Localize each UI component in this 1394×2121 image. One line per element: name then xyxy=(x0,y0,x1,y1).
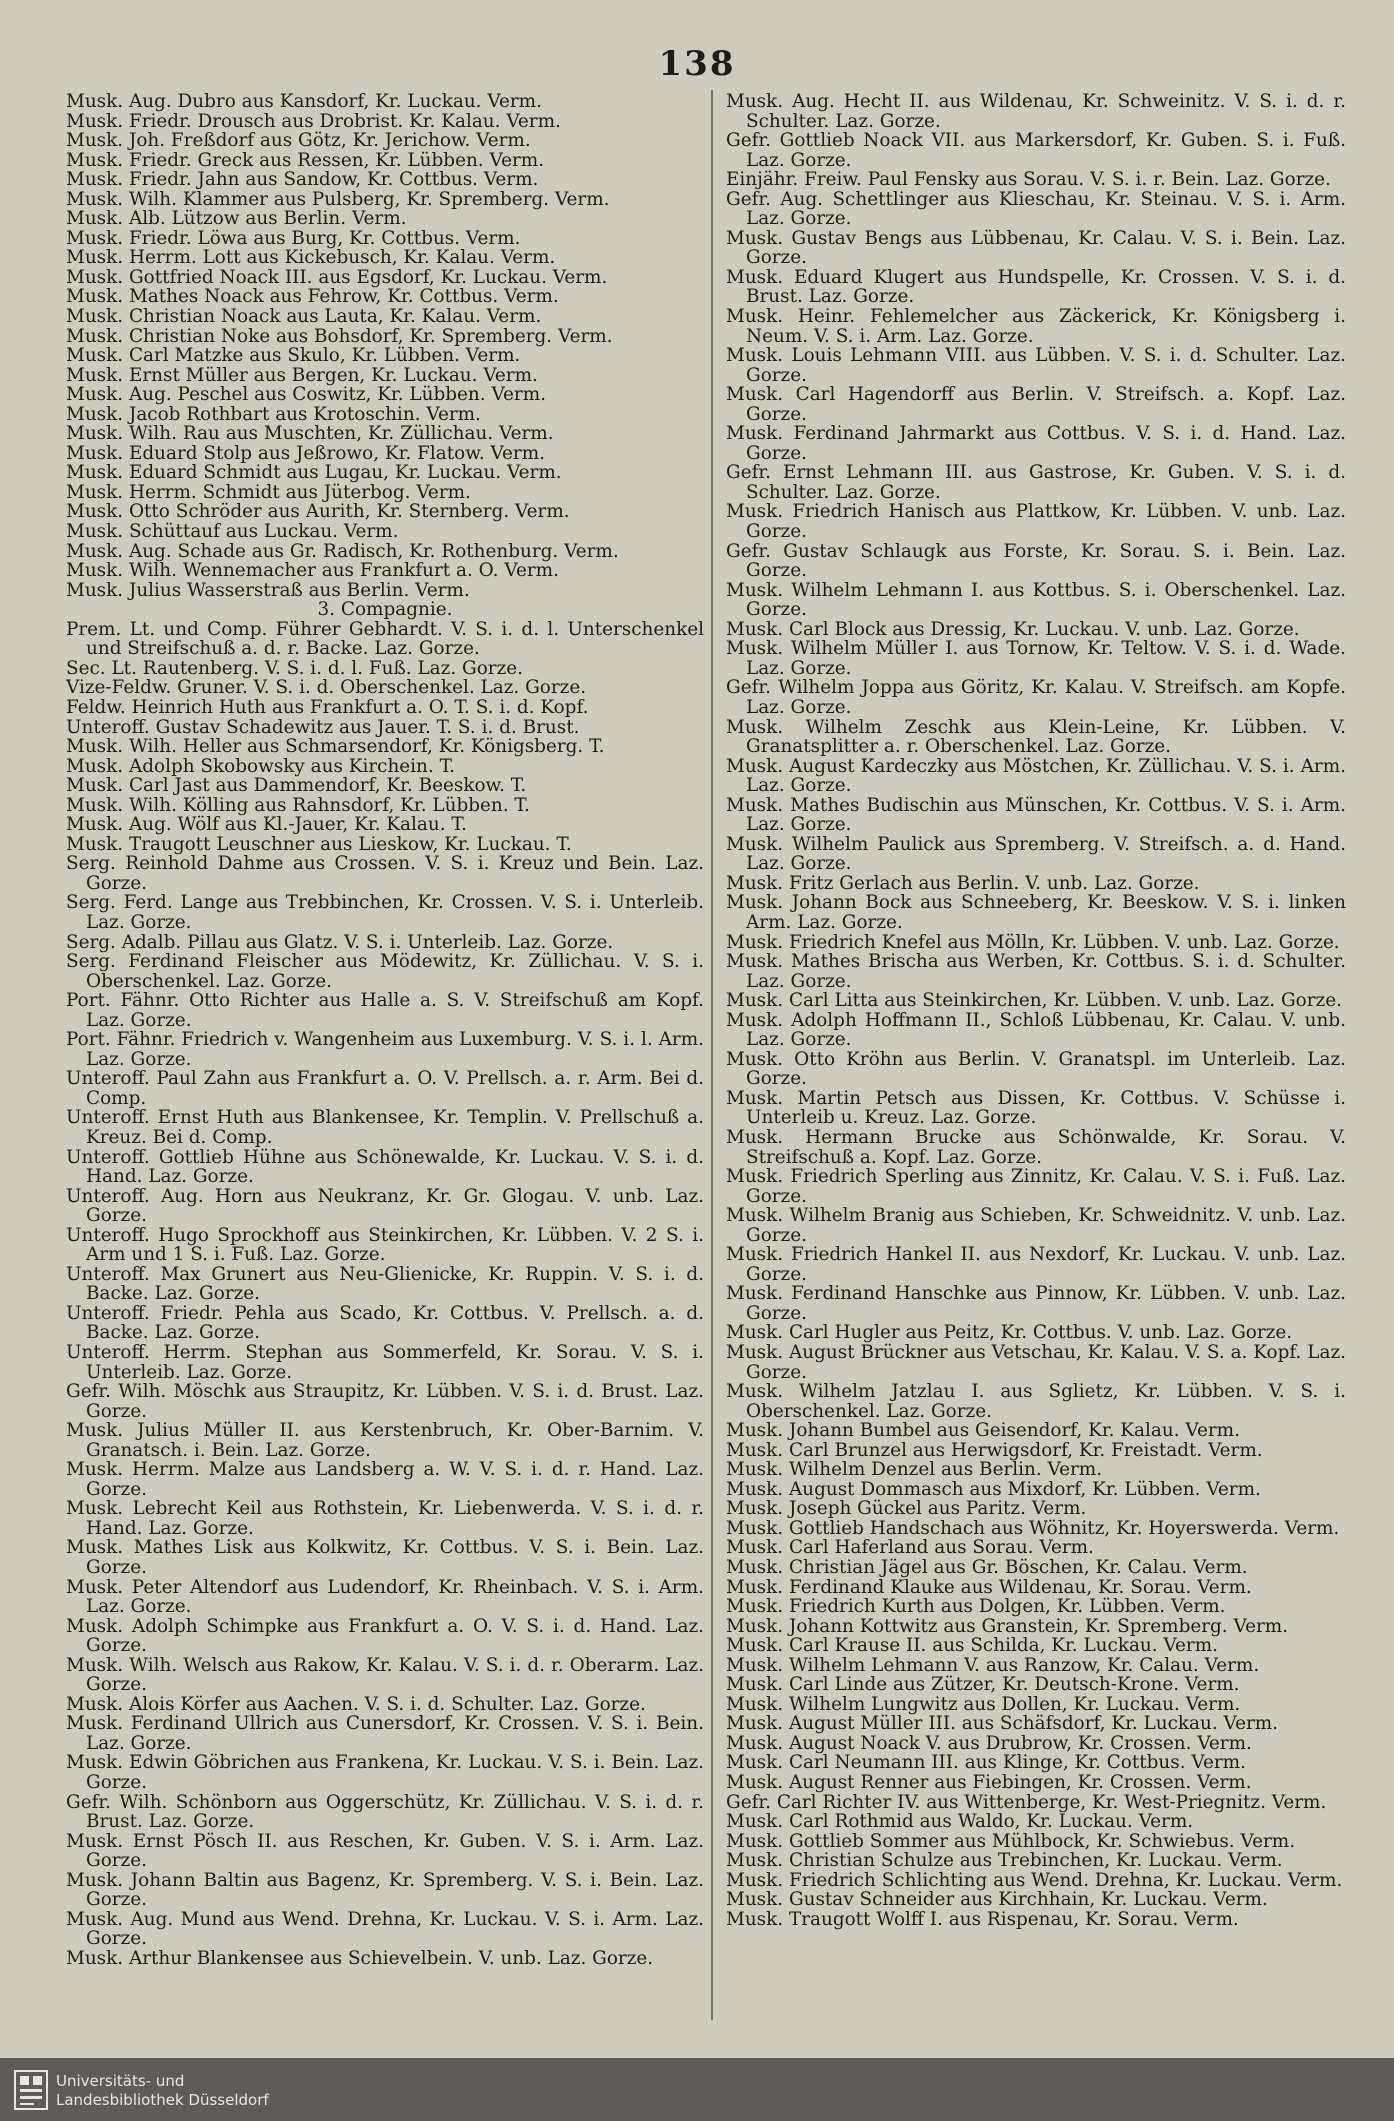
casualty-entry: Prem. Lt. und Comp. Führer Gebhardt. V. S. i. d. l. Unterschenkel und Streifschuß a. d. r. Backe. Laz. Gorze. xyxy=(66,618,704,660)
casualty-entry: Musk. Eduard Klugert aus Hundspelle, Kr. Crossen. V. S. i. d. Brust. Laz. Gorze. xyxy=(726,266,1346,308)
casualty-entry: Musk. Joh. Freßdorf aus Götz, Kr. Jerichow. Verm. xyxy=(66,130,531,152)
column-divider xyxy=(711,90,713,2020)
casualty-entry: Musk. Wilhelm Lehmann I. aus Kottbus. S. i. Oberschenkel. Laz. Gorze. xyxy=(726,579,1346,621)
casualty-entry: Musk. Aug. Peschel aus Coswitz, Kr. Lübben. Verm. xyxy=(66,384,547,406)
library-name xyxy=(56,2072,269,2110)
casualty-entry: Musk. Ferdinand Hanschke aus Pinnow, Kr. Lübben. V. unb. Laz. Gorze. xyxy=(726,1283,1346,1324)
casualty-entry: Musk. Ernst Müller aus Bergen, Kr. Luckau. Verm. xyxy=(66,364,538,386)
casualty-entry: Musk. Wilh. Heller aus Schmarsendorf, Kr. Königsberg. T. xyxy=(66,736,605,758)
casualty-entry: Musk. Julius Wasserstraß aus Berlin. Verm. xyxy=(66,579,470,601)
casualty-entry: Musk. Wilh. Welsch aus Rakow, Kr. Kalau. V. S. i. d. r. Oberarm. Laz. Gorze. xyxy=(66,1654,704,1696)
library-logo-icon xyxy=(14,2070,48,2110)
library-footer xyxy=(0,2058,1394,2121)
casualty-entry: Musk. Wilhelm Lehmann V. aus Ranzow, Kr. Calau. Verm. xyxy=(726,1654,1260,1676)
page-number: 138 xyxy=(658,44,736,84)
casualty-entry: Musk. Aug. Wölf aus Kl.-Jauer, Kr. Kalau. T. xyxy=(66,814,467,836)
casualty-entry: Musk. Carl Brunzel aus Herwigsdorf, Kr. Freistadt. Verm. xyxy=(726,1439,1263,1461)
casualty-entry: Gefr. Gottlieb Noack VII. aus Markersdorf, Kr. Guben. S. i. Fuß. Laz. Gorze. xyxy=(726,130,1346,171)
casualty-entry: Unteroff. Max Grunert aus Neu-Glienicke, Kr. Ruppin. V. S. i. d. Backe. Laz. Gorze. xyxy=(66,1263,704,1305)
casualty-entry: Unteroff. Herrm. Stephan aus Sommerfeld, Kr. Sorau. V. S. i. Unterleib. Laz. Gorze. xyxy=(66,1342,704,1383)
casualty-entry: Musk. Mathes Noack aus Fehrow, Kr. Cottbus. Verm. xyxy=(66,286,559,308)
casualty-entry: Musk. Otto Schröder aus Aurith, Kr. Sternberg. Verm. xyxy=(66,501,570,523)
casualty-entry: Musk. Traugott Leuschner aus Lieskow, Kr. Luckau. T. xyxy=(66,833,572,855)
casualty-entry: Musk. Adolph Schimpke aus Frankfurt a. O. V. S. i. d. Hand. Laz. Gorze. xyxy=(66,1615,704,1657)
casualty-entry: Musk. Carl Matzke aus Skulo, Kr. Lübben. Verm. xyxy=(66,345,521,367)
casualty-entry: Musk. Eduard Schmidt aus Lugau, Kr. Luckau. Verm. xyxy=(66,462,562,484)
casualty-entry: Sec. Lt. Rautenberg. V. S. i. d. l. Fuß. Laz. Gorze. xyxy=(66,657,523,679)
casualty-entry: Musk. Heinr. Fehlemelcher aus Zäckerick, Kr. Königsberg i. Neum. V. S. i. Arm. Laz. Gorze. xyxy=(726,306,1346,347)
casualty-entry: Musk. Christian Jägel aus Gr. Böschen, Kr. Calau. Verm. xyxy=(726,1557,1248,1579)
casualty-entry: Musk. Gustav Bengs aus Lübbenau, Kr. Calau. V. S. i. Bein. Laz. Gorze. xyxy=(726,227,1346,269)
casualty-entry: Musk. Wilhelm Paulick aus Spremberg. V. Streifsch. a. d. Hand. Laz. Gorze. xyxy=(726,833,1346,875)
casualty-entry: Musk. Arthur Blankensee aus Schievelbein. V. unb. Laz. Gorze. xyxy=(66,1947,654,1969)
casualty-entry: Musk. Aug. Mund aus Wend. Drehna, Kr. Luckau. V. S. i. Arm. Laz. Gorze. xyxy=(66,1908,704,1950)
casualty-entry: Serg. Ferd. Lange aus Trebbinchen, Kr. Crossen. V. S. i. Unterleib. Laz. Gorze. xyxy=(66,892,704,933)
casualty-entry: Gefr. Wilhelm Joppa aus Göritz, Kr. Kalau. V. Streifsch. am Kopfe. Laz. Gorze. xyxy=(726,677,1346,718)
casualty-entry: Einjähr. Freiw. Paul Fensky aus Sorau. V. S. i. r. Bein. Laz. Gorze. xyxy=(726,169,1331,191)
casualty-entry: Musk. Friedrich Knefel aus Mölln, Kr. Lübben. V. unb. Laz. Gorze. xyxy=(726,931,1340,953)
casualty-entry: Musk. Ernst Pösch II. aus Reschen, Kr. Guben. V. S. i. Arm. Laz. Gorze. xyxy=(66,1830,704,1872)
casualty-entry: Musk. Gottlieb Sommer aus Mühlbock, Kr. Schwiebus. Verm. xyxy=(726,1830,1296,1852)
casualty-entry: Serg. Adalb. Pillau aus Glatz. V. S. i. Unterleib. Laz. Gorze. xyxy=(66,931,614,953)
casualty-entry: Musk. Friedrich Schlichting aus Wend. Drehna, Kr. Luckau. Verm. xyxy=(726,1869,1343,1891)
casualty-entry: Vize-Feldw. Gruner. V. S. i. d. Oberschenkel. Laz. Gorze. xyxy=(66,677,587,699)
casualty-entry: Musk. Johann Bumbel aus Geisendorf, Kr. Kalau. Verm. xyxy=(726,1420,1240,1442)
casualty-entry: Musk. Johann Bock aus Schneeberg, Kr. Beeskow. V. S. i. linken Arm. Laz. Gorze. xyxy=(726,892,1346,933)
casualty-entry: Feldw. Heinrich Huth aus Frankfurt a. O. T. S. i. d. Kopf. xyxy=(66,696,589,718)
casualty-entry: Musk. Wilh. Kölling aus Rahnsdorf, Kr. Lübben. T. xyxy=(66,794,530,816)
casualty-entry: Musk. Ferdinand Klauke aus Wildenau, Kr. Sorau. Verm. xyxy=(726,1576,1252,1598)
casualty-entry: Musk. Wilhelm Zeschk aus Klein-Leine, Kr. Lübben. V. Granatsplitter a. r. Oberschenkel. Laz. Gorze. xyxy=(726,716,1346,758)
casualty-entry: Musk. Friedrich Sperling aus Zinnitz, Kr. Calau. V. S. i. Fuß. Laz. Gorze. xyxy=(726,1166,1346,1207)
casualty-entry: Musk. Wilhelm Jatzlau I. aus Sglietz, Kr. Lübben. V. S. i. Oberschenkel. Laz. Gorze. xyxy=(726,1381,1346,1422)
casualty-entry: Musk. Adolph Skobowsky aus Kirchein. T. xyxy=(66,755,455,777)
casualty-entry: Musk. Johann Kottwitz aus Granstein, Kr. Spremberg. Verm. xyxy=(726,1615,1289,1637)
casualty-entry: Musk. August Brückner aus Vetschau, Kr. Kalau. V. S. a. Kopf. Laz. Gorze. xyxy=(726,1342,1346,1383)
casualty-entry: Gefr. Gustav Schlaugk aus Forste, Kr. Sorau. S. i. Bein. Laz. Gorze. xyxy=(726,540,1346,582)
casualty-entry: Musk. Wilh. Rau aus Muschten, Kr. Züllichau. Verm. xyxy=(66,423,554,445)
casualty-entry: Musk. Gottfried Noack III. aus Egsdorf, Kr. Luckau. Verm. xyxy=(66,266,608,288)
casualty-entry: Musk. Otto Kröhn aus Berlin. V. Granatspl. im Unterleib. Laz. Gorze. xyxy=(726,1048,1346,1090)
casualty-entry: Musk. August Müller III. aus Schäfsdorf, Kr. Luckau. Verm. xyxy=(726,1713,1279,1735)
casualty-entry: Musk. Friedrich Hanisch aus Plattkow, Kr. Lübben. V. unb. Laz. Gorze. xyxy=(726,501,1346,543)
casualty-entry: Musk. Carl Block aus Dressig, Kr. Luckau. V. unb. Laz. Gorze. xyxy=(726,618,1300,640)
casualty-entry: Musk. Friedr. Jahn aus Sandow, Kr. Cottbus. Verm. xyxy=(66,169,539,191)
casualty-entry: Musk. Martin Petsch aus Dissen, Kr. Cottbus. V. Schüsse i. Unterleib u. Kreuz. Laz. Gorze. xyxy=(726,1087,1346,1129)
casualty-entry: Serg. Ferdinand Fleischer aus Mödewitz, Kr. Züllichau. V. S. i. Oberschenkel. Laz. Gorze. xyxy=(66,951,704,992)
casualty-entry: Musk. Peter Altendorf aus Ludendorf, Kr. Rheinbach. V. S. i. Arm. Laz. Gorze. xyxy=(66,1576,704,1618)
casualty-entry: Musk. August Kardeczky aus Möstchen, Kr. Züllichau. V. S. i. Arm. Laz. Gorze. xyxy=(726,755,1346,797)
casualty-entry: Musk. August Dommasch aus Mixdorf, Kr. Lübben. Verm. xyxy=(726,1478,1261,1500)
casualty-entry: Musk. Friedrich Hankel II. aus Nexdorf, Kr. Luckau. V. unb. Laz. Gorze. xyxy=(726,1244,1346,1285)
casualty-entry: Musk. Carl Neumann III. aus Klinge, Kr. Cottbus. Verm. xyxy=(726,1752,1246,1774)
casualty-entry: Musk. Friedrich Kurth aus Dolgen, Kr. Lübben. Verm. xyxy=(726,1596,1226,1618)
casualty-entry: Musk. Johann Baltin aus Bagenz, Kr. Spremberg. V. S. i. Bein. Laz. Gorze. xyxy=(66,1869,704,1911)
casualty-entry: Musk. Alois Körfer aus Aachen. V. S. i. d. Schulter. Laz. Gorze. xyxy=(66,1693,646,1715)
casualty-entry: Serg. Reinhold Dahme aus Crossen. V. S. i. Kreuz und Bein. Laz. Gorze. xyxy=(66,853,704,894)
casualty-entry: Port. Fähnr. Otto Richter aus Halle a. S. V. Streifschuß am Kopf. Laz. Gorze. xyxy=(66,990,704,1031)
casualty-entry: Unteroff. Aug. Horn aus Neukranz, Kr. Gr. Glogau. V. unb. Laz. Gorze. xyxy=(66,1185,704,1227)
casualty-entry: Musk. Wilhelm Lungwitz aus Dollen, Kr. Luckau. Verm. xyxy=(726,1693,1241,1715)
casualty-entry: Musk. Carl Linde aus Zützer, Kr. Deutsch-Krone. Verm. xyxy=(726,1674,1240,1696)
casualty-entry: Musk. Alb. Lützow aus Berlin. Verm. xyxy=(66,208,407,230)
section-heading: 3. Compagnie. xyxy=(317,599,453,621)
casualty-entry: Musk. Friedr. Drousch aus Drobrist. Kr. Kalau. Verm. xyxy=(66,110,561,132)
casualty-entry: Musk. Schüttauf aus Luckau. Verm. xyxy=(66,521,399,543)
casualty-entry: Musk. Eduard Stolp aus Jeßrowo, Kr. Flatow. Verm. xyxy=(66,442,545,464)
casualty-entry: Unteroff. Gustav Schadewitz aus Jauer. T. S. i. d. Brust. xyxy=(66,716,580,738)
casualty-entry: Musk. Herrm. Lott aus Kickebusch, Kr. Kalau. Verm. xyxy=(66,247,556,269)
casualty-entry: Unteroff. Gottlieb Hühne aus Schönewalde, Kr. Luckau. V. S. i. d. Hand. Laz. Gorze. xyxy=(66,1146,704,1188)
casualty-entry: Musk. Fritz Gerlach aus Berlin. V. unb. Laz. Gorze. xyxy=(726,872,1200,894)
casualty-entry: Musk. Louis Lehmann VIII. aus Lübben. V. S. i. d. Schulter. Laz. Gorze. xyxy=(726,345,1346,386)
casualty-entry: Musk. Aug. Dubro aus Kansdorf, Kr. Luckau. Verm. xyxy=(66,91,542,112)
right-column xyxy=(726,92,1346,2012)
casualty-entry: Musk. Hermann Brucke aus Schönwalde, Kr. Sorau. V. Streifschuß a. Kopf. Laz. Gorze. xyxy=(726,1126,1346,1168)
casualty-entry: Musk. Carl Krause II. aus Schilda, Kr. Luckau. Verm. xyxy=(726,1635,1219,1657)
casualty-entry: Musk. Carl Haferland aus Sorau. Verm. xyxy=(726,1537,1094,1559)
casualty-entry: Musk. Friedr. Greck aus Ressen, Kr. Lübben. Verm. xyxy=(66,149,545,171)
casualty-entry: Musk. Joseph Gückel aus Paritz. Verm. xyxy=(726,1498,1087,1520)
casualty-entry: Musk. Lebrecht Keil aus Rothstein, Kr. Liebenwerda. V. S. i. d. r. Hand. Laz. Gorze. xyxy=(66,1498,704,1539)
casualty-entry: Unteroff. Hugo Sprockhoff aus Steinkirchen, Kr. Lübben. V. 2 S. i. Arm und 1 S. i. Fuß. Laz. Gorze. xyxy=(66,1224,704,1266)
casualty-entry: Musk. Herrm. Malze aus Landsberg a. W. V. S. i. d. r. Hand. Laz. Gorze. xyxy=(66,1459,704,1500)
library-name-line-2: Landesbibliothek Düsseldorf xyxy=(56,2091,269,2109)
casualty-entry: Musk. Aug. Schade aus Gr. Radisch, Kr. Rothenburg. Verm. xyxy=(66,540,619,562)
casualty-entry: Unteroff. Paul Zahn aus Frankfurt a. O. V. Prellsch. a. r. Arm. Bei d. Comp. xyxy=(66,1068,704,1109)
casualty-entry: Musk. Carl Hagendorff aus Berlin. V. Streifsch. a. Kopf. Laz. Gorze. xyxy=(726,384,1346,425)
casualty-entry: Musk. Christian Noke aus Bohsdorf, Kr. Spremberg. Verm. xyxy=(66,325,613,347)
casualty-entry: Gefr. Wilh. Möschk aus Straupitz, Kr. Lübben. V. S. i. d. Brust. Laz. Gorze. xyxy=(66,1381,704,1422)
casualty-entry: Musk. Ferdinand Ullrich aus Cunersdorf, Kr. Crossen. V. S. i. Bein. Laz. Gorze. xyxy=(66,1713,704,1754)
casualty-entry: Musk. Edwin Göbrichen aus Frankena, Kr. Luckau. V. S. i. Bein. Laz. Gorze. xyxy=(66,1752,704,1794)
casualty-entry: Musk. Aug. Hecht II. aus Wildenau, Kr. Schweinitz. V. S. i. d. r. Schulter. Laz. Gorze. xyxy=(726,91,1346,132)
casualty-entry: Musk. Carl Rothmid aus Waldo, Kr. Luckau. Verm. xyxy=(726,1811,1194,1833)
casualty-entry: Musk. Adolph Hoffmann II., Schloß Lübbenau, Kr. Calau. V. unb. Laz. Gorze. xyxy=(726,1009,1346,1051)
casualty-entry: Musk. Christian Schulze aus Trebinchen, Kr. Luckau. Verm. xyxy=(726,1850,1283,1872)
casualty-entry: Musk. Carl Hugler aus Peitz, Kr. Cottbus. V. unb. Laz. Gorze. xyxy=(726,1322,1293,1344)
casualty-entry: Musk. Wilhelm Müller I. aus Tornow, Kr. Teltow. V. S. i. d. Wade. Laz. Gorze. xyxy=(726,638,1346,679)
casualty-entry: Musk. Mathes Lisk aus Kolkwitz, Kr. Cottbus. V. S. i. Bein. Laz. Gorze. xyxy=(66,1537,704,1579)
casualty-entry: Musk. Christian Noack aus Lauta, Kr. Kalau. Verm. xyxy=(66,306,542,328)
casualty-entry: Musk. Gottlieb Handschach aus Wöhnitz, Kr. Hoyerswerda. Verm. xyxy=(726,1517,1340,1539)
casualty-entry: Gefr. Ernst Lehmann III. aus Gastrose, Kr. Guben. V. S. i. d. Schulter. Laz. Gorze. xyxy=(726,462,1346,503)
casualty-entry: Musk. Mathes Budischin aus Münschen, Kr. Cottbus. V. S. i. Arm. Laz. Gorze. xyxy=(726,794,1346,836)
casualty-entry: Musk. August Noack V. aus Drubrow, Kr. Crossen. Verm. xyxy=(726,1732,1252,1754)
casualty-entry: Musk. Wilh. Wennemacher aus Frankfurt a. O. Verm. xyxy=(66,560,559,582)
casualty-entry: Musk. Wilhelm Denzel aus Berlin. Verm. xyxy=(726,1459,1103,1481)
casualty-entry: Musk. Carl Jast aus Dammendorf, Kr. Beeskow. T. xyxy=(66,775,527,797)
casualty-entry: Unteroff. Ernst Huth aus Blankensee, Kr. Templin. V. Prellschuß a. Kreuz. Bei d. Comp. xyxy=(66,1107,704,1148)
casualty-entry: Musk. Herrm. Schmidt aus Jüterbog. Verm. xyxy=(66,481,471,503)
library-name-line-1: Universitäts- und xyxy=(56,2072,185,2090)
casualty-entry: Musk. Friedr. Löwa aus Burg, Kr. Cottbus. Verm. xyxy=(66,227,521,249)
casualty-entry: Port. Fähnr. Friedrich v. Wangenheim aus Luxemburg. V. S. i. l. Arm. Laz. Gorze. xyxy=(66,1029,704,1070)
casualty-entry: Gefr. Wilh. Schönborn aus Oggerschütz, Kr. Züllichau. V. S. i. d. r. Brust. Laz. Gorze. xyxy=(66,1791,704,1833)
casualty-entry: Unteroff. Friedr. Pehla aus Scado, Kr. Cottbus. V. Prellsch. a. d. Backe. Laz. Gorze. xyxy=(66,1302,704,1344)
casualty-entry: Musk. August Renner aus Fiebingen, Kr. Crossen. Verm. xyxy=(726,1772,1252,1794)
casualty-entry: Musk. Julius Müller II. aus Kerstenbruch, Kr. Ober-Barnim. V. Granatsch. i. Bein. Laz. Gorze. xyxy=(66,1420,704,1461)
casualty-entry: Musk. Ferdinand Jahrmarkt aus Cottbus. V. S. i. d. Hand. Laz. Gorze. xyxy=(726,423,1346,464)
casualty-entry: Musk. Carl Litta aus Steinkirchen, Kr. Lübben. V. unb. Laz. Gorze. xyxy=(726,990,1342,1012)
casualty-entry: Musk. Mathes Brischa aus Werben, Kr. Cottbus. S. i. d. Schulter. Laz. Gorze. xyxy=(726,951,1346,992)
casualty-entry: Musk. Jacob Rothbart aus Krotoschin. Verm. xyxy=(66,403,481,425)
casualty-entry: Musk. Traugott Wolff I. aus Rispenau, Kr. Sorau. Verm. xyxy=(726,1908,1239,1930)
casualty-entry: Musk. Gustav Schneider aus Kirchhain, Kr. Luckau. Verm. xyxy=(726,1889,1268,1911)
casualty-entry: Musk. Wilh. Klammer aus Pulsberg, Kr. Spremberg. Verm. xyxy=(66,188,610,210)
left-column xyxy=(66,92,704,2012)
casualty-entry: Gefr. Aug. Schettlinger aus Klieschau, Kr. Steinau. V. S. i. Arm. Laz. Gorze. xyxy=(726,188,1346,230)
casualty-entry: Musk. Wilhelm Branig aus Schieben, Kr. Schweidnitz. V. unb. Laz. Gorze. xyxy=(726,1205,1346,1246)
casualty-entry: Gefr. Carl Richter IV. aus Wittenberge, Kr. West-Priegnitz. Verm. xyxy=(726,1791,1327,1813)
